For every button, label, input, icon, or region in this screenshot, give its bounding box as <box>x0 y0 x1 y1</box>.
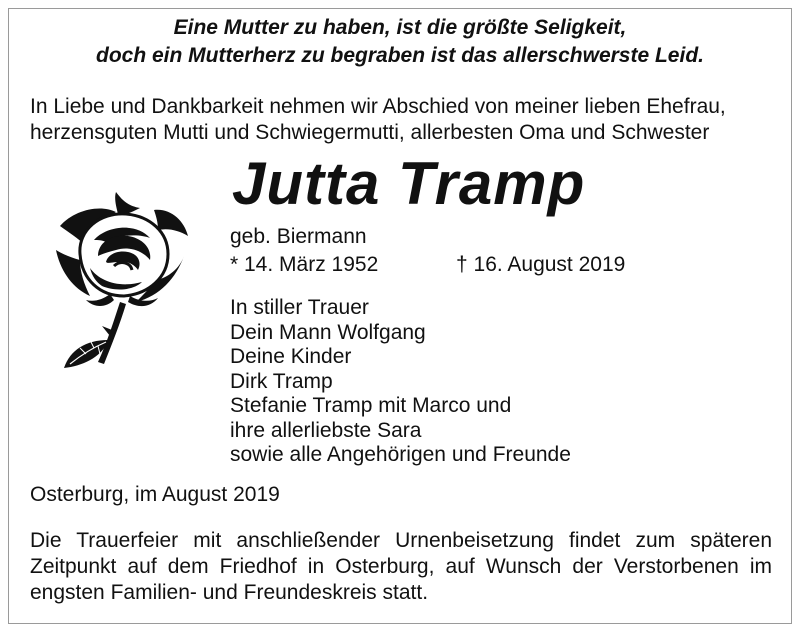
mourner-line: Stefanie Tramp mit Marco und <box>230 394 512 417</box>
motto <box>0 14 800 70</box>
death-date: † 16. August 2019 <box>456 253 626 276</box>
mourner-line: sowie alle Angehörigen und Freunde <box>230 443 571 466</box>
funeral-line: engsten Familien- und Freundeskreis statt. <box>30 581 429 604</box>
mourner-line: Dirk Tramp <box>230 369 333 393</box>
intro-line-2: herzensguten Mutti und Schwiegermutti, allerbesten Oma und Schwester <box>30 121 710 144</box>
motto-line-2: doch ein Mutterherz zu begraben ist das allerschwerste Leid. <box>96 44 704 67</box>
birth-date: * 14. März 1952 <box>230 253 379 276</box>
motto-line-1: Eine Mutter zu haben, ist die größte Seligkeit, <box>173 16 627 39</box>
mourner-line: Deine Kinder <box>230 345 352 368</box>
mourner-line: Dein Mann Wolfgang <box>230 320 426 344</box>
deceased-name: Jutta Tramp <box>232 150 586 217</box>
life-dates <box>230 252 650 278</box>
funeral-notice <box>30 528 772 606</box>
rose-icon <box>50 190 190 370</box>
intro-line-1: In Liebe und Dankbarkeit nehmen wir Abschied von meiner lieben Ehefrau, <box>30 95 726 118</box>
funeral-line: Die Trauerfeier mit anschließender Urnenbeisetzung findet zum späteren <box>30 529 772 552</box>
intro-text <box>30 94 790 146</box>
mourners-list <box>230 296 571 468</box>
maiden-name: geb. Biermann <box>230 225 367 248</box>
mourner-line: In stiller Trauer <box>230 296 369 319</box>
place-date: Osterburg, im August 2019 <box>30 483 280 506</box>
funeral-line: Zeitpunkt auf dem Friedhof in Osterburg, auf Wunsch der Verstorbenen im <box>30 555 772 578</box>
mourner-line: ihre allerliebste Sara <box>230 418 422 442</box>
